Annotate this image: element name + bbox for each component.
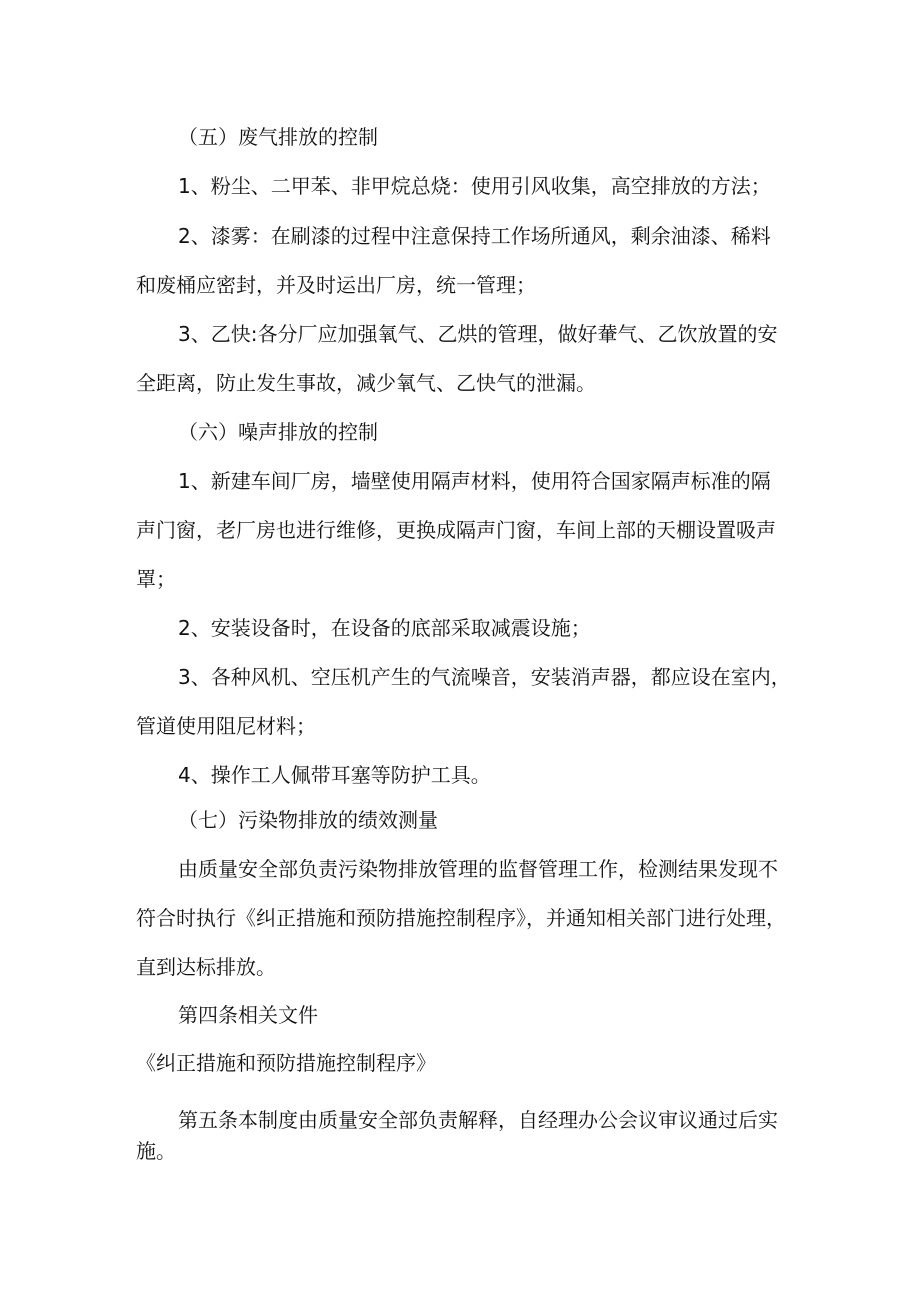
paragraph-line: 1、粉尘、二甲苯、非甲烷总烧：使用引风收集，高空排放的方法； [178, 174, 771, 198]
paragraph-line: 由质量安全部负责污染物排放管理的监督管理工作，检测结果发现不 [178, 857, 778, 881]
paragraph-line: 和废桶应密封，并及时运出厂房，统一管理； [136, 273, 536, 297]
related-document-title: 《纠正措施和预防措施控制程序》 [136, 1051, 436, 1075]
paragraph-line: 3、各种风机、空压机产生的气流噪音，安装消声器，都应设在室内， [178, 665, 791, 689]
paragraph-line: 管道使用阻尼材料； [136, 714, 316, 738]
heading-exhaust-gas: （五）废气排放的控制 [178, 125, 378, 149]
paragraph-line: 施。 [136, 1139, 176, 1163]
paragraph-line: 2、漆雾：在刷漆的过程中注意保持工作场所通风，剩余油漆、稀料 [178, 224, 771, 248]
paragraph-line: 3、乙快:各分厂应加强氧气、乙烘的管理，做好輂气、乙饮放置的安 [178, 322, 778, 346]
heading-noise: （六）噪声排放的控制 [178, 420, 378, 444]
paragraph-line: 符合时执行《纠正措施和预防措施控制程序》，并通知相关部门进行处理， [136, 906, 786, 930]
paragraph-line: 直到达标排放。 [136, 955, 276, 979]
paragraph-line: 全距离，防止发生事故，减少氧气、乙快气的泄漏。 [136, 371, 596, 395]
paragraph-line: 4、操作工人佩带耳塞等防护工具。 [178, 763, 491, 787]
heading-related-documents: 第四条相关文件 [178, 1003, 318, 1027]
paragraph-line: 1、新建车间厂房，墙壁使用隔声材料，使用符合国家隔声标准的隔 [178, 469, 771, 493]
heading-performance-measurement: （七）污染物排放的绩效测量 [178, 808, 438, 832]
paragraph-line: 声门窗，老厂房也进行维修，更换成隔声门窗，车间上部的天棚设置吸声 [136, 518, 776, 542]
paragraph-line: 第五条本制度由质量安全部负责解释，自经理办公会议审议通过后实 [178, 1108, 778, 1132]
paragraph-line: 罩； [136, 567, 176, 591]
paragraph-line: 2、安装设备时，在设备的底部采取减震设施； [178, 616, 591, 640]
